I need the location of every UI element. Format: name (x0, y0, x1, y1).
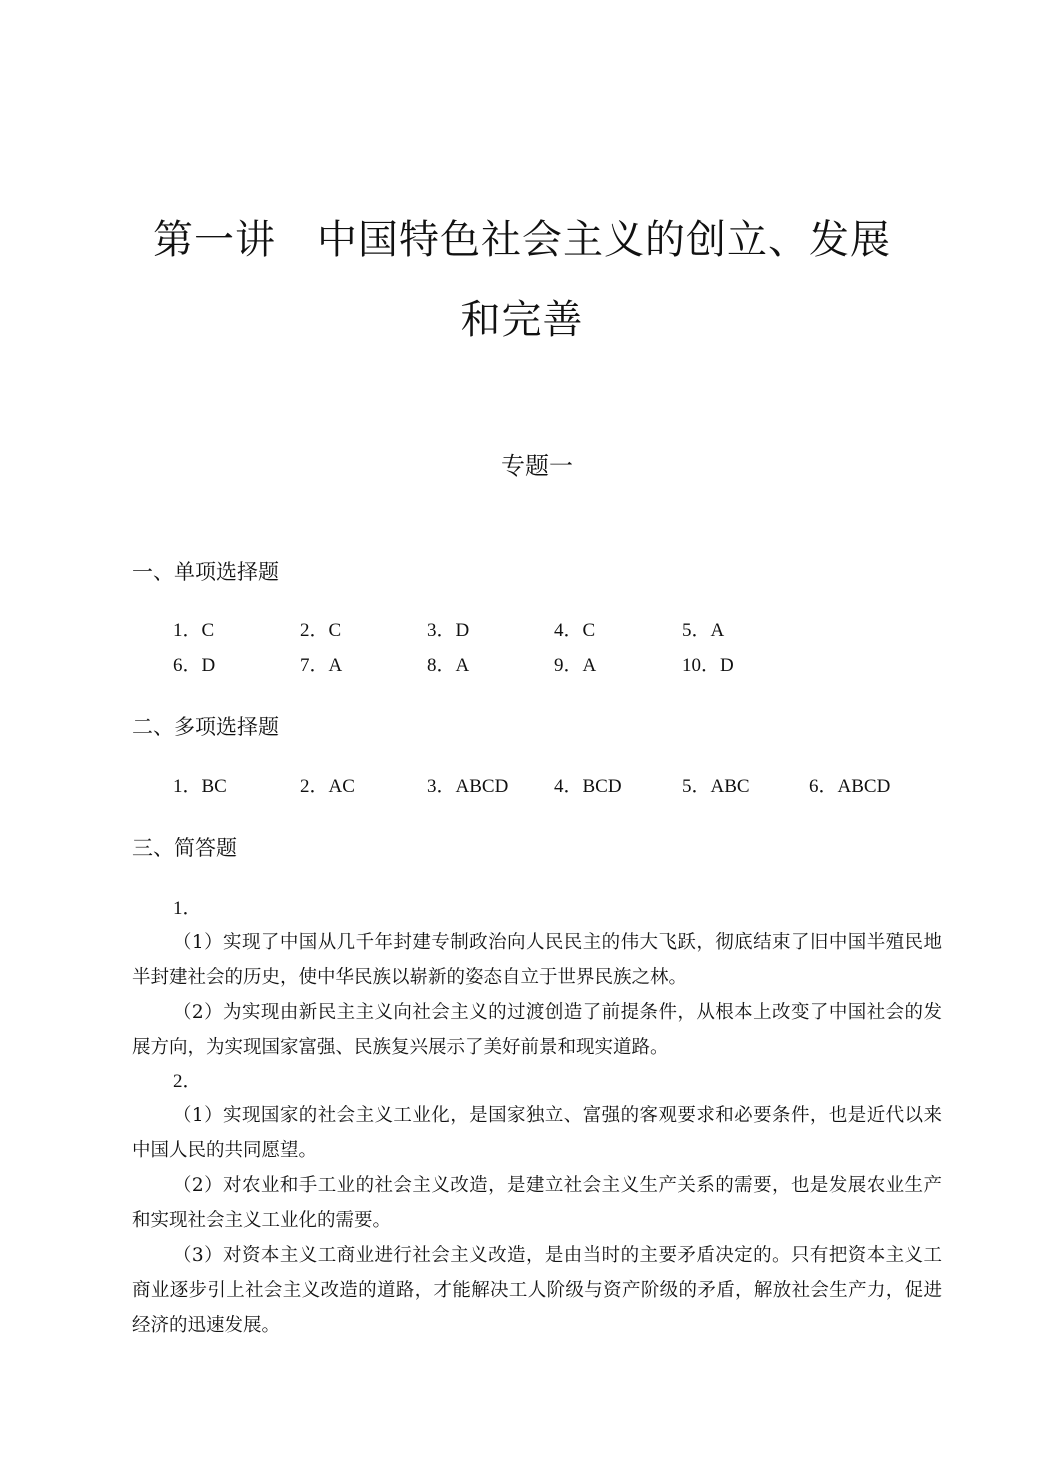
answer-item: 1．C (173, 620, 215, 641)
answer-item: 4．C (554, 620, 596, 641)
answer-item: 6．ABCD (809, 776, 891, 797)
answer-paragraph: （2）为实现由新民主主义向社会主义的过渡创造了前提条件，从根本上改变了中国社会的发展方向，为实现国家富强、民族复兴展示了美好前景和现实道路。 (132, 1002, 942, 1058)
answer-item: 3．ABCD (427, 776, 509, 797)
answer-paragraph: （1）实现国家的社会主义工业化，是国家独立、富强的客观要求和必要条件，也是近代以来中国人民的共同愿望。 (132, 1105, 942, 1161)
topic-heading: 专题一 (501, 452, 573, 480)
section-heading-multiple-choice: 二、多项选择题 (132, 715, 279, 739)
answer-item: 7．A (300, 655, 343, 676)
answer-paragraph: （1）实现了中国从几千年封建专制政治向人民民主的伟大飞跃，彻底结束了旧中国半殖民地半封建社会的历史，使中华民族以崭新的姿态自立于世界民族之林。 (132, 932, 942, 988)
answer-item: 6．D (173, 655, 216, 676)
answer-item: 8．A (427, 655, 470, 676)
lecture-title-line-1: 第一讲 中国特色社会主义的创立、发展 (153, 217, 891, 263)
section-heading-single-choice: 一、单项选择题 (132, 560, 279, 584)
answer-item: 1．BC (173, 776, 227, 797)
answer-item: 2．AC (300, 776, 355, 797)
answer-item: 9．A (554, 655, 597, 676)
answer-item: 5．A (682, 620, 725, 641)
answer-item: 5．ABC (682, 776, 750, 797)
lecture-title-line-2: 和完善 (460, 297, 584, 343)
answer-item: 3．D (427, 620, 470, 641)
question-number: 1． (173, 898, 202, 919)
answer-paragraph: （3）对资本主义工商业进行社会主义改造，是由当时的主要矛盾决定的。只有把资本主义工商业逐步引上社会主义改造的道路，才能解决工人阶级与资产阶级的矛盾，解放社会生产力，促进经济的迅速发展。 (132, 1245, 942, 1336)
question-number: 2． (173, 1071, 202, 1092)
answer-paragraph: （2）对农业和手工业的社会主义改造，是建立社会主义生产关系的需要，也是发展农业生产和实现社会主义工业化的需要。 (132, 1175, 942, 1231)
answer-item: 4．BCD (554, 776, 622, 797)
answer-item: 10．D (682, 655, 734, 676)
answer-item: 2．C (300, 620, 342, 641)
section-heading-short-answer: 三、简答题 (132, 836, 237, 860)
